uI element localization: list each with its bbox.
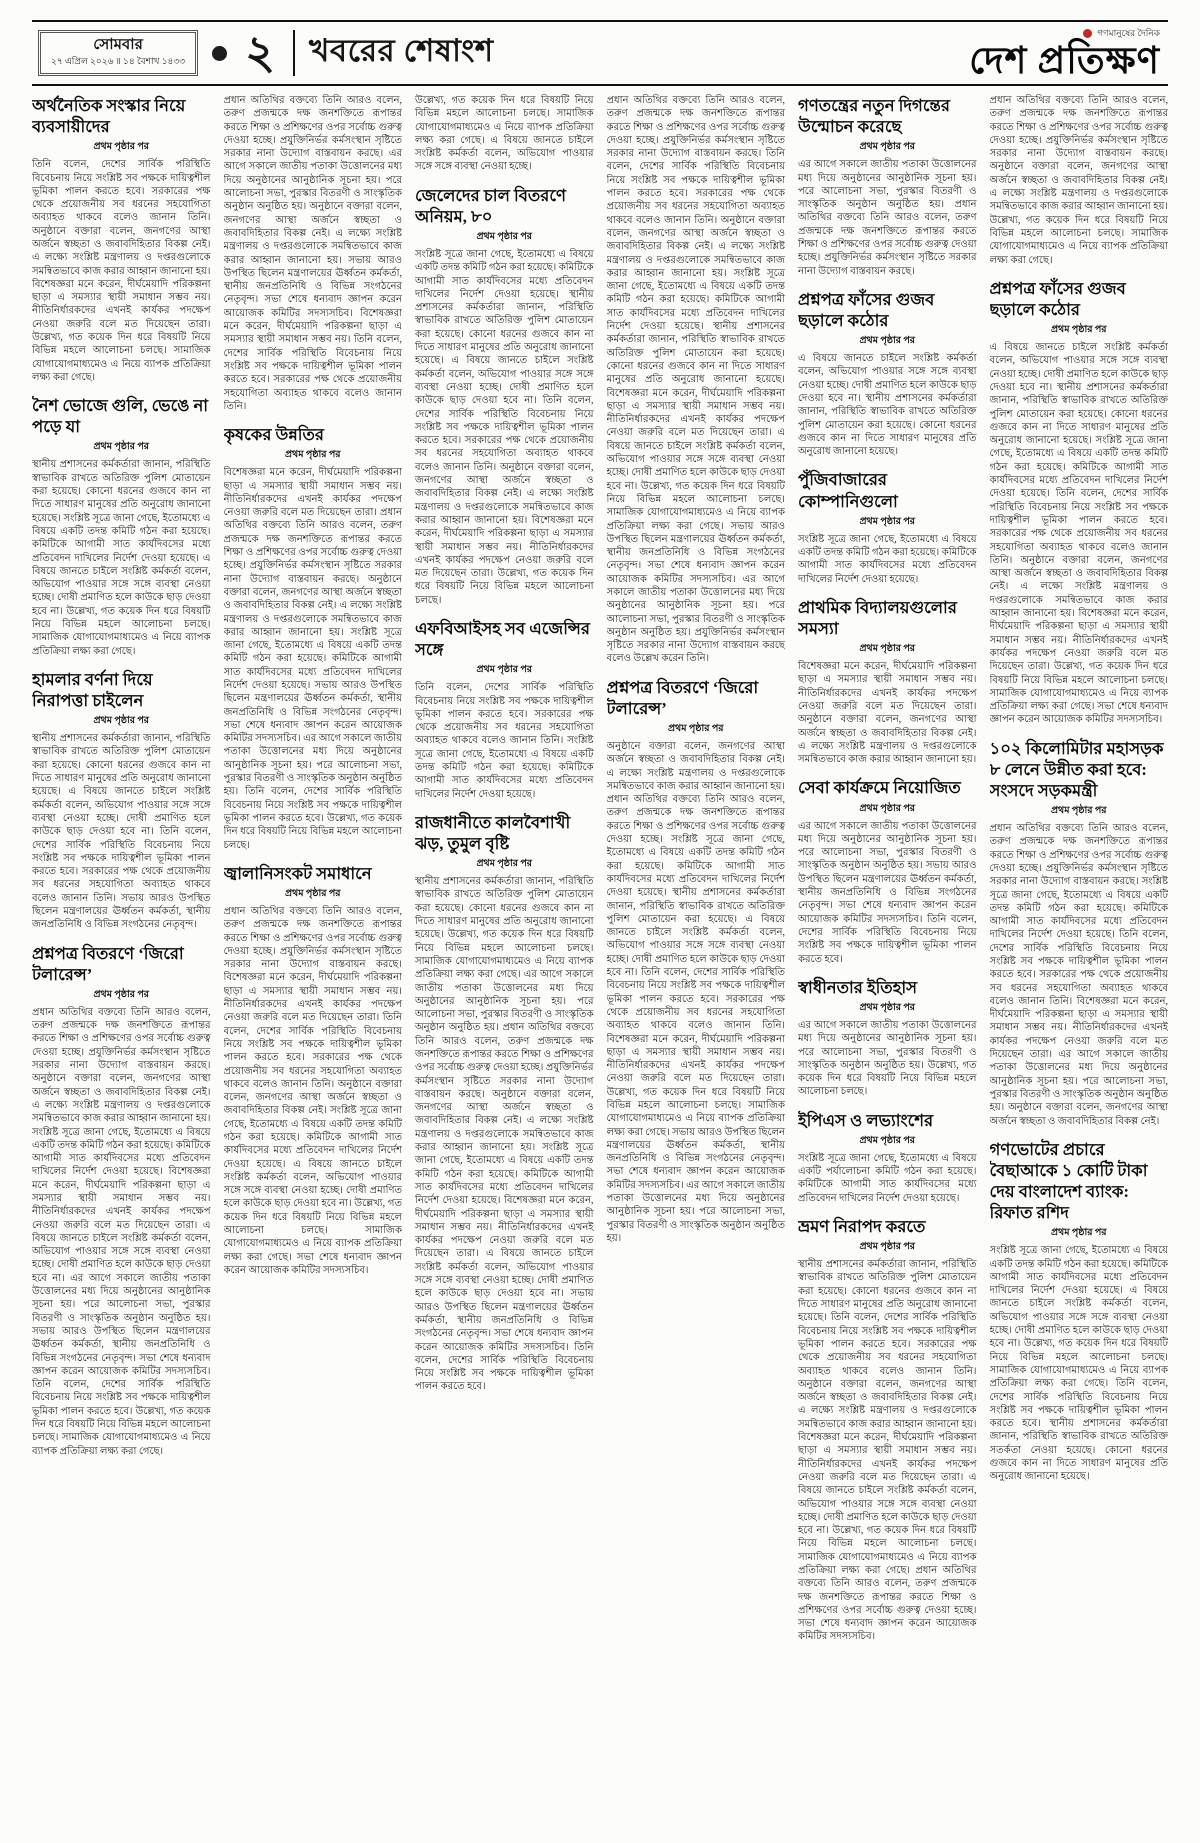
newspaper-masthead: দেশ প্রতিক্ষণ [969, 40, 1160, 82]
article-body: প্রধান অতিথির বক্তব্যে তিনি আরও বলেন, তরুণ প্রজন্মকে দক্ষ জনশক্তিতে রূপান্তর করতে শিক্ষা ও প্রশিক্ষণের ওপর সর্বোচ্চ গুরুত্ব দেওয়া হচ্ছে। প্রযুক্তিনির্ভর কর্মসংস্থান সৃষ্টিতে সরকার নানা উদ্যোগ বাস্তবায়ন করছে। এর আগে সকালে জাতীয় পতাকা উত্তোলনের মধ্য দিয়ে অনুষ্ঠানের আনুষ্ঠানিক সূচনা হয়। পরে আলোচনা সভা, পুরস্কার বিতরণী ও সাংস্কৃতিক অনুষ্ঠান অনুষ্ঠিত হয়। অনুষ্ঠানে বক্তারা বলেন, জনগণের আস্থা অর্জনে স্বচ্ছতা ও জবাবদিহিতার বিকল্প নেই। এ লক্ষ্যে সংশ্লিষ্ট মন্ত্রণালয় ও দপ্তরগুলোকে সমন্বিতভাবে কাজ করার আহ্বান জানানো হয়। সভায় আরও উপস্থিত ছিলেন মন্ত্রণালয়ের ঊর্ধ্বতন কর্মকর্তা, স্থানীয় জনপ্রতিনিধি ও বিভিন্ন সংগঠনের নেতৃবৃন্দ। সভা শেষে ধন্যবাদ জ্ঞাপন করেন আয়োজক কমিটির সদস্যসচিব। বিশেষজ্ঞরা মনে করেন, দীর্ঘমেয়াদি পরিকল্পনা ছাড়া এ সমস্যার স্থায়ী সমাধান সম্ভব নয়। তিনি বলেন, দেশের সার্বিক পরিস্থিতি বিবেচনায় নিয়ে সংশ্লিষ্ট সব পক্ষকে দায়িত্বশীল ভূমিকা পালন করতে হবে। সরকারের পক্ষ থেকে প্রয়োজনীয় সহযোগিতা অব্যাহত থাকবে বলেও জানান তিনি। [223, 95, 402, 412]
article-body: সংশ্লিষ্ট সূত্রে জানা গেছে, ইতোমধ্যে এ বিষয়ে একটি তদন্ত কমিটি গঠন করা হয়েছে। কমিটিকে আগামী সাত কার্যদিবসের মধ্যে প্রতিবেদন দাখিলের নির্দেশ দেওয়া হয়েছে। এ বিষয়ে জানতে চাইলে সংশ্লিষ্ট কর্মকর্তা বলেন, অভিযোগ পাওয়ার সঙ্গে সঙ্গে ব্যবস্থা নেওয়া হচ্ছে। দোষী প্রমাণিত হলে কাউকে ছাড় দেওয়া হবে না। উল্লেখ্য, গত কয়েক দিন ধরে বিষয়টি নিয়ে বিভিন্ন মহলে আলোচনা চলছে। সামাজিক যোগাযোগমাধ্যমেও এ নিয়ে ব্যাপক প্রতিক্রিয়া লক্ষ্য করা গেছে। তিনি বলেন, দেশের সার্বিক পরিস্থিতি বিবেচনায় নিয়ে সংশ্লিষ্ট সব পক্ষকে দায়িত্বশীল ভূমিকা পালন করতে হবে। স্থানীয় প্রশাসনের কর্মকর্তারা জানান, পরিস্থিতি স্বাভাবিক রাখতে অতিরিক্ত সতর্কতা নেওয়া হয়েছে। কোনো ধরনের গুজবে কান না দিতে সাধারণ মানুষের প্রতি অনুরোধ জানানো হয়েছে। [989, 1245, 1168, 1483]
article-headline: প্রশ্নপত্র ফাঁসের গুজব ছড়ালে কঠোর [798, 289, 935, 330]
continued-from-page-one-label: প্রথম পৃষ্ঠার পর [284, 450, 341, 461]
news-column-5 [798, 94, 977, 1821]
article-body: সংশ্লিষ্ট সূত্রে জানা গেছে, ইতোমধ্যে এ বিষয়ে একটি তদন্ত কমিটি গঠন করা হয়েছে। কমিটিকে আগামী সাত কার্যদিবসের মধ্যে প্রতিবেদন দাখিলের নির্দেশ দেওয়া হয়েছে। [798, 533, 977, 585]
news-column-1 [32, 94, 211, 1821]
page-number: ২ [245, 27, 276, 78]
continued-from-page-one-label: প্রথম পৃষ্ঠার পর [859, 644, 916, 655]
news-column-4 [607, 94, 786, 1821]
article-body: প্রধান অতিথির বক্তব্যে তিনি আরও বলেন, তরুণ প্রজন্মকে দক্ষ জনশক্তিতে রূপান্তর করতে শিক্ষা ও প্রশিক্ষণের ওপর সর্বোচ্চ গুরুত্ব দেওয়া হচ্ছে। প্রযুক্তিনির্ভর কর্মসংস্থান সৃষ্টিতে সরকার নানা উদ্যোগ বাস্তবায়ন করছে। সংশ্লিষ্ট সূত্রে জানা গেছে, ইতোমধ্যে এ বিষয়ে একটি তদন্ত কমিটি গঠন করা হয়েছে। কমিটিকে আগামী সাত কার্যদিবসের মধ্যে প্রতিবেদন দাখিলের নির্দেশ দেওয়া হয়েছে। তিনি বলেন, দেশের সার্বিক পরিস্থিতি বিবেচনায় নিয়ে সংশ্লিষ্ট সব পক্ষকে দায়িত্বশীল ভূমিকা পালন করতে হবে। সরকারের পক্ষ থেকে প্রয়োজনীয় সব ধরনের সহযোগিতা অব্যাহত থাকবে বলেও জানান তিনি। বিশেষজ্ঞরা মনে করেন, দীর্ঘমেয়াদি পরিকল্পনা ছাড়া এ সমস্যার স্থায়ী সমাধান সম্ভব নয়। নীতিনির্ধারকদের এখনই কার্যকর পদক্ষেপ নেওয়া জরুরি বলে মত দিয়েছেন তারা। এর আগে সকালে জাতীয় পতাকা উত্তোলনের মধ্য দিয়ে অনুষ্ঠানের আনুষ্ঠানিক সূচনা হয়। পরে আলোচনা সভা, পুরস্কার বিতরণী ও সাংস্কৃতিক অনুষ্ঠান অনুষ্ঠিত হয়। অনুষ্ঠানে বক্তারা বলেন, জনগণের আস্থা অর্জনে স্বচ্ছতা ও জবাবদিহিতার বিকল্প নেই। [989, 823, 1168, 1127]
article-body: প্রধান অতিথির বক্তব্যে তিনি আরও বলেন, তরুণ প্রজন্মকে দক্ষ জনশক্তিতে রূপান্তর করতে শিক্ষা ও প্রশিক্ষণের ওপর সর্বোচ্চ গুরুত্ব দেওয়া হচ্ছে। প্রযুক্তিনির্ভর কর্মসংস্থান সৃষ্টিতে সরকার নানা উদ্যোগ বাস্তবায়ন করছে। বিশেষজ্ঞরা মনে করেন, দীর্ঘমেয়াদি পরিকল্পনা ছাড়া এ সমস্যার স্থায়ী সমাধান সম্ভব নয়। নীতিনির্ধারকদের এখনই কার্যকর পদক্ষেপ নেওয়া জরুরি বলে মত দিয়েছেন তারা। তিনি বলেন, দেশের সার্বিক পরিস্থিতি বিবেচনায় নিয়ে সংশ্লিষ্ট সব পক্ষকে দায়িত্বশীল ভূমিকা পালন করতে হবে। সরকারের পক্ষ থেকে প্রয়োজনীয় সব ধরনের সহযোগিতা অব্যাহত থাকবে বলেও জানান তিনি। অনুষ্ঠানে বক্তারা বলেন, জনগণের আস্থা অর্জনে স্বচ্ছতা ও জবাবদিহিতার বিকল্প নেই। সংশ্লিষ্ট সূত্রে জানা গেছে, ইতোমধ্যে এ বিষয়ে একটি তদন্ত কমিটি গঠন করা হয়েছে। কমিটিকে আগামী সাত কার্যদিবসের মধ্যে প্রতিবেদন দাখিলের নির্দেশ দেওয়া হয়েছে। এ বিষয়ে জানতে চাইলে সংশ্লিষ্ট কর্মকর্তা বলেন, অভিযোগ পাওয়ার সঙ্গে সঙ্গে ব্যবস্থা নেওয়া হচ্ছে। দোষী প্রমাণিত হলে কাউকে ছাড় দেওয়া হবে না। উল্লেখ্য, গত কয়েক দিন ধরে বিষয়টি নিয়ে বিভিন্ন মহলে আলোচনা চলছে। সামাজিক যোগাযোগমাধ্যমেও এ নিয়ে ব্যাপক প্রতিক্রিয়া লক্ষ্য করা গেছে। সভা শেষে ধন্যবাদ জ্ঞাপন করেন আয়োজক কমিটির সদস্যসচিব। [223, 905, 402, 1276]
article-headline: পুঁজিবাজারের কোম্পানিগুলো [798, 470, 898, 511]
article-headline: রাজধানীতে কালবৈশাখী ঝড়, তুমুল বৃষ্টি [415, 812, 571, 854]
article-body: এ বিষয়ে জানতে চাইলে সংশ্লিষ্ট কর্মকর্তা বলেন, অভিযোগ পাওয়ার সঙ্গে সঙ্গে ব্যবস্থা নেওয়া হচ্ছে। দোষী প্রমাণিত হলে কাউকে ছাড় দেওয়া হবে না। স্থানীয় প্রশাসনের কর্মকর্তারা জানান, পরিস্থিতি স্বাভাবিক রাখতে অতিরিক্ত পুলিশ মোতায়েন করা হয়েছে। কোনো ধরনের গুজবে কান না দিতে সাধারণ মানুষের প্রতি অনুরোধ জানানো হয়েছে। [798, 353, 977, 458]
article-headline: ১০২ কিলোমিটার মহাসড়ক ৮ লেনে উন্নীত করা হবে: সংসদে সড়কমন্ত্রী [989, 738, 1164, 800]
article-body: এ বিষয়ে জানতে চাইলে সংশ্লিষ্ট কর্মকর্তা বলেন, অভিযোগ পাওয়ার সঙ্গে সঙ্গে ব্যবস্থা নেওয়া হচ্ছে। দোষী প্রমাণিত হলে কাউকে ছাড় দেওয়া হবে না। স্থানীয় প্রশাসনের কর্মকর্তারা জানান, পরিস্থিতি স্বাভাবিক রাখতে অতিরিক্ত পুলিশ মোতায়েন করা হয়েছে। কোনো ধরনের গুজবে কান না দিতে সাধারণ মানুষের প্রতি অনুরোধ জানানো হয়েছে। সংশ্লিষ্ট সূত্রে জানা গেছে, ইতোমধ্যে এ বিষয়ে একটি তদন্ত কমিটি গঠন করা হয়েছে। কমিটিকে আগামী সাত কার্যদিবসের মধ্যে প্রতিবেদন দাখিলের নির্দেশ দেওয়া হয়েছে। তিনি বলেন, দেশের সার্বিক পরিস্থিতি বিবেচনায় নিয়ে সংশ্লিষ্ট সব পক্ষকে দায়িত্বশীল ভূমিকা পালন করতে হবে। সরকারের পক্ষ থেকে প্রয়োজনীয় সব ধরনের সহযোগিতা অব্যাহত থাকবে বলেও জানান তিনি। অনুষ্ঠানে বক্তারা বলেন, জনগণের আস্থা অর্জনে স্বচ্ছতা ও জবাবদিহিতার বিকল্প নেই। এ লক্ষ্যে সংশ্লিষ্ট মন্ত্রণালয় ও দপ্তরগুলোকে সমন্বিতভাবে কাজ করার আহ্বান জানানো হয়। বিশেষজ্ঞরা মনে করেন, দীর্ঘমেয়াদি পরিকল্পনা ছাড়া এ সমস্যার স্থায়ী সমাধান সম্ভব নয়। নীতিনির্ধারকদের এখনই কার্যকর পদক্ষেপ নেওয়া জরুরি বলে মত দিয়েছেন তারা। উল্লেখ্য, গত কয়েক দিন ধরে বিষয়টি নিয়ে বিভিন্ন মহলে আলোচনা চলছে। সামাজিক যোগাযোগমাধ্যমেও এ নিয়ে ব্যাপক প্রতিক্রিয়া লক্ষ্য করা গেছে। সভা শেষে ধন্যবাদ জ্ঞাপন করেন আয়োজক কমিটির সদস্যসচিব। [989, 342, 1168, 726]
article-body: প্রধান অতিথির বক্তব্যে তিনি আরও বলেন, তরুণ প্রজন্মকে দক্ষ জনশক্তিতে রূপান্তর করতে শিক্ষা ও প্রশিক্ষণের ওপর সর্বোচ্চ গুরুত্ব দেওয়া হচ্ছে। প্রযুক্তিনির্ভর কর্মসংস্থান সৃষ্টিতে সরকার নানা উদ্যোগ বাস্তবায়ন করছে। অনুষ্ঠানে বক্তারা বলেন, জনগণের আস্থা অর্জনে স্বচ্ছতা ও জবাবদিহিতার বিকল্প নেই। এ লক্ষ্যে সংশ্লিষ্ট মন্ত্রণালয় ও দপ্তরগুলোকে সমন্বিতভাবে কাজ করার আহ্বান জানানো হয়। উল্লেখ্য, গত কয়েক দিন ধরে বিষয়টি নিয়ে বিভিন্ন মহলে আলোচনা চলছে। সামাজিক যোগাযোগমাধ্যমেও এ নিয়ে ব্যাপক প্রতিক্রিয়া লক্ষ্য করা গেছে। [989, 95, 1168, 266]
continued-from-page-one-label: প্রথম পৃষ্ঠার পর [93, 442, 150, 453]
article-headline: সেবা কার্যক্রমে নিয়োজিত [798, 778, 961, 798]
article-headline: স্বাধীনতার ইতিহাস [798, 977, 918, 997]
article-body: স্থানীয় প্রশাসনের কর্মকর্তারা জানান, পরিস্থিতি স্বাভাবিক রাখতে অতিরিক্ত পুলিশ মোতায়েন করা হয়েছে। কোনো ধরনের গুজবে কান না দিতে সাধারণ মানুষের প্রতি অনুরোধ জানানো হয়েছে। উল্লেখ্য, গত কয়েক দিন ধরে বিষয়টি নিয়ে বিভিন্ন মহলে আলোচনা চলছে। সামাজিক যোগাযোগমাধ্যমেও এ নিয়ে ব্যাপক প্রতিক্রিয়া লক্ষ্য করা গেছে। এর আগে সকালে জাতীয় পতাকা উত্তোলনের মধ্য দিয়ে অনুষ্ঠানের আনুষ্ঠানিক সূচনা হয়। পরে আলোচনা সভা, পুরস্কার বিতরণী ও সাংস্কৃতিক অনুষ্ঠান অনুষ্ঠিত হয়। প্রধান অতিথির বক্তব্যে তিনি আরও বলেন, তরুণ প্রজন্মকে দক্ষ জনশক্তিতে রূপান্তর করতে শিক্ষা ও প্রশিক্ষণের ওপর সর্বোচ্চ গুরুত্ব দেওয়া হচ্ছে। প্রযুক্তিনির্ভর কর্মসংস্থান সৃষ্টিতে সরকার নানা উদ্যোগ বাস্তবায়ন করছে। অনুষ্ঠানে বক্তারা বলেন, জনগণের আস্থা অর্জনে স্বচ্ছতা ও জবাবদিহিতার বিকল্প নেই। এ লক্ষ্যে সংশ্লিষ্ট মন্ত্রণালয় ও দপ্তরগুলোকে সমন্বিতভাবে কাজ করার আহ্বান জানানো হয়। সংশ্লিষ্ট সূত্রে জানা গেছে, ইতোমধ্যে এ বিষয়ে একটি তদন্ত কমিটি গঠন করা হয়েছে। কমিটিকে আগামী সাত কার্যদিবসের মধ্যে প্রতিবেদন দাখিলের নির্দেশ দেওয়া হয়েছে। বিশেষজ্ঞরা মনে করেন, দীর্ঘমেয়াদি পরিকল্পনা ছাড়া এ সমস্যার স্থায়ী সমাধান সম্ভব নয়। নীতিনির্ধারকদের এখনই কার্যকর পদক্ষেপ নেওয়া জরুরি বলে মত দিয়েছেন তারা। এ বিষয়ে জানতে চাইলে সংশ্লিষ্ট কর্মকর্তা বলেন, অভিযোগ পাওয়ার সঙ্গে সঙ্গে ব্যবস্থা নেওয়া হচ্ছে। দোষী প্রমাণিত হলে কাউকে ছাড় দেওয়া হবে না। সভায় আরও উপস্থিত ছিলেন মন্ত্রণালয়ের ঊর্ধ্বতন কর্মকর্তা, স্থানীয় জনপ্রতিনিধি ও বিভিন্ন সংগঠনের নেতৃবৃন্দ। সভা শেষে ধন্যবাদ জ্ঞাপন করেন আয়োজক কমিটির সদস্যসচিব। তিনি বলেন, দেশের সার্বিক পরিস্থিতি বিবেচনায় নিয়ে সংশ্লিষ্ট সব পক্ষকে দায়িত্বশীল ভূমিকা পালন করতে হবে। [415, 876, 594, 1393]
article-body: তিনি বলেন, দেশের সার্বিক পরিস্থিতি বিবেচনায় নিয়ে সংশ্লিষ্ট সব পক্ষকে দায়িত্বশীল ভূমিকা পালন করতে হবে। সরকারের পক্ষ থেকে প্রয়োজনীয় সব ধরনের সহযোগিতা অব্যাহত থাকবে বলেও জানান তিনি। অনুষ্ঠানে বক্তারা বলেন, জনগণের আস্থা অর্জনে স্বচ্ছতা ও জবাবদিহিতার বিকল্প নেই। এ লক্ষ্যে সংশ্লিষ্ট মন্ত্রণালয় ও দপ্তরগুলোকে সমন্বিতভাবে কাজ করার আহ্বান জানানো হয়। বিশেষজ্ঞরা মনে করেন, দীর্ঘমেয়াদি পরিকল্পনা ছাড়া এ সমস্যার স্থায়ী সমাধান সম্ভব নয়। নীতিনির্ধারকদের এখনই কার্যকর পদক্ষেপ নেওয়া জরুরি বলে মত দিয়েছেন তারা। উল্লেখ্য, গত কয়েক দিন ধরে বিষয়টি নিয়ে বিভিন্ন মহলে আলোচনা চলছে। সামাজিক যোগাযোগমাধ্যমেও এ নিয়ে ব্যাপক প্রতিক্রিয়া লক্ষ্য করা গেছে। [32, 159, 211, 383]
news-column-2 [224, 94, 403, 1821]
continued-from-page-one-label: প্রথম পৃষ্ঠার পর [93, 989, 150, 1000]
masthead-block [969, 26, 1162, 81]
ornament-icon [212, 46, 227, 61]
continued-from-page-one-label: প্রথম পৃষ্ঠার পর [1050, 1228, 1107, 1239]
date-box [38, 30, 198, 76]
article-body: প্রধান অতিথির বক্তব্যে তিনি আরও বলেন, তরুণ প্রজন্মকে দক্ষ জনশক্তিতে রূপান্তর করতে শিক্ষা ও প্রশিক্ষণের ওপর সর্বোচ্চ গুরুত্ব দেওয়া হচ্ছে। প্রযুক্তিনির্ভর কর্মসংস্থান সৃষ্টিতে সরকার নানা উদ্যোগ বাস্তবায়ন করছে। অনুষ্ঠানে বক্তারা বলেন, জনগণের আস্থা অর্জনে স্বচ্ছতা ও জবাবদিহিতার বিকল্প নেই। এ লক্ষ্যে সংশ্লিষ্ট মন্ত্রণালয় ও দপ্তরগুলোকে সমন্বিতভাবে কাজ করার আহ্বান জানানো হয়। সংশ্লিষ্ট সূত্রে জানা গেছে, ইতোমধ্যে এ বিষয়ে একটি তদন্ত কমিটি গঠন করা হয়েছে। কমিটিকে আগামী সাত কার্যদিবসের মধ্যে প্রতিবেদন দাখিলের নির্দেশ দেওয়া হয়েছে। বিশেষজ্ঞরা মনে করেন, দীর্ঘমেয়াদি পরিকল্পনা ছাড়া এ সমস্যার স্থায়ী সমাধান সম্ভব নয়। নীতিনির্ধারকদের এখনই কার্যকর পদক্ষেপ নেওয়া জরুরি বলে মত দিয়েছেন তারা। এ বিষয়ে জানতে চাইলে সংশ্লিষ্ট কর্মকর্তা বলেন, অভিযোগ পাওয়ার সঙ্গে সঙ্গে ব্যবস্থা নেওয়া হচ্ছে। দোষী প্রমাণিত হলে কাউকে ছাড় দেওয়া হবে না। এর আগে সকালে জাতীয় পতাকা উত্তোলনের মধ্য দিয়ে অনুষ্ঠানের আনুষ্ঠানিক সূচনা হয়। পরে আলোচনা সভা, পুরস্কার বিতরণী ও সাংস্কৃতিক অনুষ্ঠান অনুষ্ঠিত হয়। সভায় আরও উপস্থিত ছিলেন মন্ত্রণালয়ের ঊর্ধ্বতন কর্মকর্তা, স্থানীয় জনপ্রতিনিধি ও বিভিন্ন সংগঠনের নেতৃবৃন্দ। সভা শেষে ধন্যবাদ জ্ঞাপন করেন আয়োজক কমিটির সদস্যসচিব। তিনি বলেন, দেশের সার্বিক পরিস্থিতি বিবেচনায় নিয়ে সংশ্লিষ্ট সব পক্ষকে দায়িত্বশীল ভূমিকা পালন করতে হবে। উল্লেখ্য, গত কয়েক দিন ধরে বিষয়টি নিয়ে বিভিন্ন মহলে আলোচনা চলছে। সামাজিক যোগাযোগমাধ্যমেও এ নিয়ে ব্যাপক প্রতিক্রিয়া লক্ষ্য করা গেছে। [32, 1006, 211, 1457]
continued-from-page-one-label: প্রথম পৃষ্ঠার পর [476, 665, 533, 676]
continued-from-page-one-label: প্রথম পৃষ্ঠার পর [93, 716, 150, 727]
article-headline: গণভোটের প্রচারে বৈছাআকে ১ কোটি টাকা দেয় বাংলাদেশ ব্যাংক: রিফাত রশিদ [989, 1139, 1148, 1223]
news-column-6 [990, 94, 1169, 1821]
masthead-tagline-text: গণমানুষের দৈনিক [1097, 27, 1160, 38]
masthead-emblem-icon [1083, 29, 1092, 38]
article-headline: কৃষকের উন্নতির [223, 425, 324, 445]
continued-from-page-one-label: প্রথম পৃষ্ঠার পর [859, 803, 916, 814]
article-body: বিশেষজ্ঞরা মনে করেন, দীর্ঘমেয়াদি পরিকল্পনা ছাড়া এ সমস্যার স্থায়ী সমাধান সম্ভব নয়। নীতিনির্ধারকদের এখনই কার্যকর পদক্ষেপ নেওয়া জরুরি বলে মত দিয়েছেন তারা। অনুষ্ঠানে বক্তারা বলেন, জনগণের আস্থা অর্জনে স্বচ্ছতা ও জবাবদিহিতার বিকল্প নেই। এ লক্ষ্যে সংশ্লিষ্ট মন্ত্রণালয় ও দপ্তরগুলোকে সমন্বিতভাবে কাজ করার আহ্বান জানানো হয়। [798, 661, 977, 766]
masthead-tagline [969, 26, 1160, 41]
article-body: স্থানীয় প্রশাসনের কর্মকর্তারা জানান, পরিস্থিতি স্বাভাবিক রাখতে অতিরিক্ত পুলিশ মোতায়েন করা হয়েছে। কোনো ধরনের গুজবে কান না দিতে সাধারণ মানুষের প্রতি অনুরোধ জানানো হয়েছে। সংশ্লিষ্ট সূত্রে জানা গেছে, ইতোমধ্যে এ বিষয়ে একটি তদন্ত কমিটি গঠন করা হয়েছে। কমিটিকে আগামী সাত কার্যদিবসের মধ্যে প্রতিবেদন দাখিলের নির্দেশ দেওয়া হয়েছে। এ বিষয়ে জানতে চাইলে সংশ্লিষ্ট কর্মকর্তা বলেন, অভিযোগ পাওয়ার সঙ্গে সঙ্গে ব্যবস্থা নেওয়া হচ্ছে। দোষী প্রমাণিত হলে কাউকে ছাড় দেওয়া হবে না। উল্লেখ্য, গত কয়েক দিন ধরে বিষয়টি নিয়ে বিভিন্ন মহলে আলোচনা চলছে। সামাজিক যোগাযোগমাধ্যমেও এ নিয়ে ব্যাপক প্রতিক্রিয়া লক্ষ্য করা গেছে। [32, 459, 211, 657]
article-headline: ভ্রমণ নিরাপদ করতে [798, 1217, 926, 1237]
news-columns [32, 94, 1168, 1821]
continued-from-page-one-label: প্রথম পৃষ্ঠার পর [667, 723, 724, 734]
weekday-label: সোমবার [93, 37, 143, 53]
article-body: এর আগে সকালে জাতীয় পতাকা উত্তোলনের মধ্য দিয়ে অনুষ্ঠানের আনুষ্ঠানিক সূচনা হয়। পরে আলোচনা সভা, পুরস্কার বিতরণী ও সাংস্কৃতিক অনুষ্ঠান অনুষ্ঠিত হয়। প্রধান অতিথির বক্তব্যে তিনি আরও বলেন, তরুণ প্রজন্মকে দক্ষ জনশক্তিতে রূপান্তর করতে শিক্ষা ও প্রশিক্ষণের ওপর সর্বোচ্চ গুরুত্ব দেওয়া হচ্ছে। প্রযুক্তিনির্ভর কর্মসংস্থান সৃষ্টিতে সরকার নানা উদ্যোগ বাস্তবায়ন করছে। [798, 159, 977, 277]
header-divider [293, 30, 295, 76]
article-body: সংশ্লিষ্ট সূত্রে জানা গেছে, ইতোমধ্যে এ বিষয়ে একটি তদন্ত কমিটি গঠন করা হয়েছে। কমিটিকে আগামী সাত কার্যদিবসের মধ্যে প্রতিবেদন দাখিলের নির্দেশ দেওয়া হয়েছে। স্থানীয় প্রশাসনের কর্মকর্তারা জানান, পরিস্থিতি স্বাভাবিক রাখতে অতিরিক্ত পুলিশ মোতায়েন করা হয়েছে। কোনো ধরনের গুজবে কান না দিতে সাধারণ মানুষের প্রতি অনুরোধ জানানো হয়েছে। এ বিষয়ে জানতে চাইলে সংশ্লিষ্ট কর্মকর্তা বলেন, অভিযোগ পাওয়ার সঙ্গে সঙ্গে ব্যবস্থা নেওয়া হচ্ছে। দোষী প্রমাণিত হলে কাউকে ছাড় দেওয়া হবে না। তিনি বলেন, দেশের সার্বিক পরিস্থিতি বিবেচনায় নিয়ে সংশ্লিষ্ট সব পক্ষকে দায়িত্বশীল ভূমিকা পালন করতে হবে। সরকারের পক্ষ থেকে প্রয়োজনীয় সব ধরনের সহযোগিতা অব্যাহত থাকবে বলেও জানান তিনি। অনুষ্ঠানে বক্তারা বলেন, জনগণের আস্থা অর্জনে স্বচ্ছতা ও জবাবদিহিতার বিকল্প নেই। এ লক্ষ্যে সংশ্লিষ্ট মন্ত্রণালয় ও দপ্তরগুলোকে সমন্বিতভাবে কাজ করার আহ্বান জানানো হয়। বিশেষজ্ঞরা মনে করেন, দীর্ঘমেয়াদি পরিকল্পনা ছাড়া এ সমস্যার স্থায়ী সমাধান সম্ভব নয়। নীতিনির্ধারকদের এখনই কার্যকর পদক্ষেপ নেওয়া জরুরি বলে মত দিয়েছেন তারা। উল্লেখ্য, গত কয়েক দিন ধরে বিষয়টি নিয়ে বিভিন্ন মহলে আলোচনা চলছে। [415, 249, 594, 606]
article-body: অনুষ্ঠানে বক্তারা বলেন, জনগণের আস্থা অর্জনে স্বচ্ছতা ও জবাবদিহিতার বিকল্প নেই। এ লক্ষ্যে সংশ্লিষ্ট মন্ত্রণালয় ও দপ্তরগুলোকে সমন্বিতভাবে কাজ করার আহ্বান জানানো হয়। প্রধান অতিথির বক্তব্যে তিনি আরও বলেন, তরুণ প্রজন্মকে দক্ষ জনশক্তিতে রূপান্তর করতে শিক্ষা ও প্রশিক্ষণের ওপর সর্বোচ্চ গুরুত্ব দেওয়া হচ্ছে। সংশ্লিষ্ট সূত্রে জানা গেছে, ইতোমধ্যে এ বিষয়ে একটি তদন্ত কমিটি গঠন করা হয়েছে। কমিটিকে আগামী সাত কার্যদিবসের মধ্যে প্রতিবেদন দাখিলের নির্দেশ দেওয়া হয়েছে। স্থানীয় প্রশাসনের কর্মকর্তারা জানান, পরিস্থিতি স্বাভাবিক রাখতে অতিরিক্ত পুলিশ মোতায়েন করা হয়েছে। এ বিষয়ে জানতে চাইলে সংশ্লিষ্ট কর্মকর্তা বলেন, অভিযোগ পাওয়ার সঙ্গে সঙ্গে ব্যবস্থা নেওয়া হচ্ছে। দোষী প্রমাণিত হলে কাউকে ছাড় দেওয়া হবে না। তিনি বলেন, দেশের সার্বিক পরিস্থিতি বিবেচনায় নিয়ে সংশ্লিষ্ট সব পক্ষকে দায়িত্বশীল ভূমিকা পালন করতে হবে। সরকারের পক্ষ থেকে প্রয়োজনীয় সব ধরনের সহযোগিতা অব্যাহত থাকবে বলেও জানান তিনি। বিশেষজ্ঞরা মনে করেন, দীর্ঘমেয়াদি পরিকল্পনা ছাড়া এ সমস্যার স্থায়ী সমাধান সম্ভব নয়। নীতিনির্ধারকদের এখনই কার্যকর পদক্ষেপ নেওয়া জরুরি বলে মত দিয়েছেন তারা। উল্লেখ্য, গত কয়েক দিন ধরে বিষয়টি নিয়ে বিভিন্ন মহলে আলোচনা চলছে। সামাজিক যোগাযোগমাধ্যমেও এ নিয়ে ব্যাপক প্রতিক্রিয়া লক্ষ্য করা গেছে। সভায় আরও উপস্থিত ছিলেন মন্ত্রণালয়ের ঊর্ধ্বতন কর্মকর্তা, স্থানীয় জনপ্রতিনিধি ও বিভিন্ন সংগঠনের নেতৃবৃন্দ। সভা শেষে ধন্যবাদ জ্ঞাপন করেন আয়োজক কমিটির সদস্যসচিব। এর আগে সকালে জাতীয় পতাকা উত্তোলনের মধ্য দিয়ে অনুষ্ঠানের আনুষ্ঠানিক সূচনা হয়। পরে আলোচনা সভা, পুরস্কার বিতরণী ও সাংস্কৃতিক অনুষ্ঠান অনুষ্ঠিত হয়। [606, 740, 785, 1244]
article-body: এর আগে সকালে জাতীয় পতাকা উত্তোলনের মধ্য দিয়ে অনুষ্ঠানের আনুষ্ঠানিক সূচনা হয়। পরে আলোচনা সভা, পুরস্কার বিতরণী ও সাংস্কৃতিক অনুষ্ঠান অনুষ্ঠিত হয়। উল্লেখ্য, গত কয়েক দিন ধরে বিষয়টি নিয়ে বিভিন্ন মহলে আলোচনা চলছে। [798, 1019, 977, 1098]
article-headline: গণতন্ত্রের নতুন দিগন্তের উন্মোচন করেছে [798, 96, 950, 137]
article-body: এর আগে সকালে জাতীয় পতাকা উত্তোলনের মধ্য দিয়ে অনুষ্ঠানের আনুষ্ঠানিক সূচনা হয়। পরে আলোচনা সভা, পুরস্কার বিতরণী ও সাংস্কৃতিক অনুষ্ঠান অনুষ্ঠিত হয়। সভায় আরও উপস্থিত ছিলেন মন্ত্রণালয়ের ঊর্ধ্বতন কর্মকর্তা, স্থানীয় জনপ্রতিনিধি ও বিভিন্ন সংগঠনের নেতৃবৃন্দ। সভা শেষে ধন্যবাদ জ্ঞাপন করেন আয়োজক কমিটির সদস্যসচিব। তিনি বলেন, দেশের সার্বিক পরিস্থিতি বিবেচনায় নিয়ে সংশ্লিষ্ট সব পক্ষকে দায়িত্বশীল ভূমিকা পালন করতে হবে। [798, 820, 977, 965]
continued-from-page-one-label: প্রথম পৃষ্ঠার পর [476, 859, 533, 870]
article-headline: ইপিএস ও লভ্যাংশের [798, 1110, 934, 1130]
article-headline: নৈশ ভোজে গুলি, ভেঙে না পড়ে যা [32, 396, 209, 437]
continued-from-page-one-label: প্রথম পৃষ্ঠার পর [859, 336, 916, 347]
article-headline: অর্থনৈতিক সংস্কার নিয়ে ব্যবসায়ীদের [32, 96, 186, 137]
continued-from-page-one-label: প্রথম পৃষ্ঠার পর [93, 142, 150, 153]
article-body: স্থানীয় প্রশাসনের কর্মকর্তারা জানান, পরিস্থিতি স্বাভাবিক রাখতে অতিরিক্ত পুলিশ মোতায়েন করা হয়েছে। কোনো ধরনের গুজবে কান না দিতে সাধারণ মানুষের প্রতি অনুরোধ জানানো হয়েছে। তিনি বলেন, দেশের সার্বিক পরিস্থিতি বিবেচনায় নিয়ে সংশ্লিষ্ট সব পক্ষকে দায়িত্বশীল ভূমিকা পালন করতে হবে। সরকারের পক্ষ থেকে প্রয়োজনীয় সব ধরনের সহযোগিতা অব্যাহত থাকবে বলেও জানান তিনি। অনুষ্ঠানে বক্তারা বলেন, জনগণের আস্থা অর্জনে স্বচ্ছতা ও জবাবদিহিতার বিকল্প নেই। এ লক্ষ্যে সংশ্লিষ্ট মন্ত্রণালয় ও দপ্তরগুলোকে সমন্বিতভাবে কাজ করার আহ্বান জানানো হয়। বিশেষজ্ঞরা মনে করেন, দীর্ঘমেয়াদি পরিকল্পনা ছাড়া এ সমস্যার স্থায়ী সমাধান সম্ভব নয়। নীতিনির্ধারকদের এখনই কার্যকর পদক্ষেপ নেওয়া জরুরি বলে মত দিয়েছেন তারা। এ বিষয়ে জানতে চাইলে সংশ্লিষ্ট কর্মকর্তা বলেন, অভিযোগ পাওয়ার সঙ্গে সঙ্গে ব্যবস্থা নেওয়া হচ্ছে। দোষী প্রমাণিত হলে কাউকে ছাড় দেওয়া হবে না। উল্লেখ্য, গত কয়েক দিন ধরে বিষয়টি নিয়ে বিভিন্ন মহলে আলোচনা চলছে। সামাজিক যোগাযোগমাধ্যমেও এ নিয়ে ব্যাপক প্রতিক্রিয়া লক্ষ্য করা গেছে। প্রধান অতিথির বক্তব্যে তিনি আরও বলেন, তরুণ প্রজন্মকে দক্ষ জনশক্তিতে রূপান্তর করতে শিক্ষা ও প্রশিক্ষণের ওপর সর্বোচ্চ গুরুত্ব দেওয়া হচ্ছে। সভা শেষে ধন্যবাদ জ্ঞাপন করেন আয়োজক কমিটির সদস্যসচিব। [798, 1259, 977, 1643]
article-headline: প্রশ্নপত্র ফাঁসের গুজব ছড়ালে কঠোর [989, 278, 1126, 319]
continued-from-page-one-label: প্রথম পৃষ্ঠার পর [859, 1002, 916, 1013]
article-headline: এফবিআইসহ সব এজেন্সির সঙ্গে [415, 619, 590, 660]
continued-from-page-one-label: প্রথম পৃষ্ঠার পর [859, 516, 916, 527]
continued-from-page-one-label: প্রথম পৃষ্ঠার পর [1050, 325, 1107, 336]
continued-from-page-one-label: প্রথম পৃষ্ঠার পর [859, 142, 916, 153]
continued-from-page-one-label: প্রথম পৃষ্ঠার পর [284, 888, 341, 899]
article-body: তিনি বলেন, দেশের সার্বিক পরিস্থিতি বিবেচনায় নিয়ে সংশ্লিষ্ট সব পক্ষকে দায়িত্বশীল ভূমিকা পালন করতে হবে। সরকারের পক্ষ থেকে প্রয়োজনীয় সব ধরনের সহযোগিতা অব্যাহত থাকবে বলেও জানান তিনি। সংশ্লিষ্ট সূত্রে জানা গেছে, ইতোমধ্যে এ বিষয়ে একটি তদন্ত কমিটি গঠন করা হয়েছে। কমিটিকে আগামী সাত কার্যদিবসের মধ্যে প্রতিবেদন দাখিলের নির্দেশ দেওয়া হয়েছে। [415, 682, 594, 800]
article-body: স্থানীয় প্রশাসনের কর্মকর্তারা জানান, পরিস্থিতি স্বাভাবিক রাখতে অতিরিক্ত পুলিশ মোতায়েন করা হয়েছে। কোনো ধরনের গুজবে কান না দিতে সাধারণ মানুষের প্রতি অনুরোধ জানানো হয়েছে। এ বিষয়ে জানতে চাইলে সংশ্লিষ্ট কর্মকর্তা বলেন, অভিযোগ পাওয়ার সঙ্গে সঙ্গে ব্যবস্থা নেওয়া হচ্ছে। দোষী প্রমাণিত হলে কাউকে ছাড় দেওয়া হবে না। তিনি বলেন, দেশের সার্বিক পরিস্থিতি বিবেচনায় নিয়ে সংশ্লিষ্ট সব পক্ষকে দায়িত্বশীল ভূমিকা পালন করতে হবে। সরকারের পক্ষ থেকে প্রয়োজনীয় সব ধরনের সহযোগিতা অব্যাহত থাকবে বলেও জানান তিনি। সভায় আরও উপস্থিত ছিলেন মন্ত্রণালয়ের ঊর্ধ্বতন কর্মকর্তা, স্থানীয় জনপ্রতিনিধি ও বিভিন্ন সংগঠনের নেতৃবৃন্দ। [32, 733, 211, 931]
continued-from-page-one-label: প্রথম পৃষ্ঠার পর [859, 1135, 916, 1146]
article-body: প্রধান অতিথির বক্তব্যে তিনি আরও বলেন, তরুণ প্রজন্মকে দক্ষ জনশক্তিতে রূপান্তর করতে শিক্ষা ও প্রশিক্ষণের ওপর সর্বোচ্চ গুরুত্ব দেওয়া হচ্ছে। প্রযুক্তিনির্ভর কর্মসংস্থান সৃষ্টিতে সরকার নানা উদ্যোগ বাস্তবায়ন করছে। তিনি বলেন, দেশের সার্বিক পরিস্থিতি বিবেচনায় নিয়ে সংশ্লিষ্ট সব পক্ষকে দায়িত্বশীল ভূমিকা পালন করতে হবে। সরকারের পক্ষ থেকে প্রয়োজনীয় সব ধরনের সহযোগিতা অব্যাহত থাকবে বলেও জানান তিনি। অনুষ্ঠানে বক্তারা বলেন, জনগণের আস্থা অর্জনে স্বচ্ছতা ও জবাবদিহিতার বিকল্প নেই। এ লক্ষ্যে সংশ্লিষ্ট মন্ত্রণালয় ও দপ্তরগুলোকে সমন্বিতভাবে কাজ করার আহ্বান জানানো হয়। সংশ্লিষ্ট সূত্রে জানা গেছে, ইতোমধ্যে এ বিষয়ে একটি তদন্ত কমিটি গঠন করা হয়েছে। কমিটিকে আগামী সাত কার্যদিবসের মধ্যে প্রতিবেদন দাখিলের নির্দেশ দেওয়া হয়েছে। স্থানীয় প্রশাসনের কর্মকর্তারা জানান, পরিস্থিতি স্বাভাবিক রাখতে অতিরিক্ত পুলিশ মোতায়েন করা হয়েছে। কোনো ধরনের গুজবে কান না দিতে সাধারণ মানুষের প্রতি অনুরোধ জানানো হয়েছে। বিশেষজ্ঞরা মনে করেন, দীর্ঘমেয়াদি পরিকল্পনা ছাড়া এ সমস্যার স্থায়ী সমাধান সম্ভব নয়। নীতিনির্ধারকদের এখনই কার্যকর পদক্ষেপ নেওয়া জরুরি বলে মত দিয়েছেন তারা। এ বিষয়ে জানতে চাইলে সংশ্লিষ্ট কর্মকর্তা বলেন, অভিযোগ পাওয়ার সঙ্গে সঙ্গে ব্যবস্থা নেওয়া হচ্ছে। দোষী প্রমাণিত হলে কাউকে ছাড় দেওয়া হবে না। উল্লেখ্য, গত কয়েক দিন ধরে বিষয়টি নিয়ে বিভিন্ন মহলে আলোচনা চলছে। সামাজিক যোগাযোগমাধ্যমেও এ নিয়ে ব্যাপক প্রতিক্রিয়া লক্ষ্য করা গেছে। সভায় আরও উপস্থিত ছিলেন মন্ত্রণালয়ের ঊর্ধ্বতন কর্মকর্তা, স্থানীয় জনপ্রতিনিধি ও বিভিন্ন সংগঠনের নেতৃবৃন্দ। সভা শেষে ধন্যবাদ জ্ঞাপন করেন আয়োজক কমিটির সদস্যসচিব। এর আগে সকালে জাতীয় পতাকা উত্তোলনের মধ্য দিয়ে অনুষ্ঠানের আনুষ্ঠানিক সূচনা হয়। পরে আলোচনা সভা, পুরস্কার বিতরণী ও সাংস্কৃতিক অনুষ্ঠান অনুষ্ঠিত হয়। প্রযুক্তিনির্ভর কর্মসংস্থান সৃষ্টিতে সরকার নানা উদ্যোগ বাস্তবায়ন করছে বলেও উল্লেখ করেন তিনি। [606, 95, 785, 665]
continued-from-page-one-label: প্রথম পৃষ্ঠার পর [1050, 806, 1107, 817]
article-headline: প্রশ্নপত্র বিতরণে ‘জিরো টলারেন্স’ [606, 677, 759, 718]
article-headline: প্রশ্নপত্র বিতরণে ‘জিরো টলারেন্স’ [32, 943, 184, 984]
continued-from-page-one-label: প্রথম পৃষ্ঠার পর [476, 232, 533, 242]
article-body: সংশ্লিষ্ট সূত্রে জানা গেছে, ইতোমধ্যে এ বিষয়ে একটি পর্যালোচনা কমিটি গঠন করা হয়েছে। কমিটিকে আগামী সাত কার্যদিবসের মধ্যে প্রতিবেদন দাখিলের নির্দেশ দেওয়া হয়েছে। [798, 1152, 977, 1204]
page-header [32, 20, 1168, 86]
date-label: ২৭ এপ্রিল ২০২৬ ॥ ১৪ বৈশাখ ১৪৩৩ [51, 56, 186, 66]
article-body: উল্লেখ্য, গত কয়েক দিন ধরে বিষয়টি নিয়ে বিভিন্ন মহলে আলোচনা চলছে। সামাজিক যোগাযোগমাধ্যমেও এ নিয়ে ব্যাপক প্রতিক্রিয়া লক্ষ্য করা গেছে। এ বিষয়ে জানতে চাইলে সংশ্লিষ্ট কর্মকর্তা বলেন, অভিযোগ পাওয়ার সঙ্গে সঙ্গে ব্যবস্থা নেওয়া হচ্ছে। [415, 95, 594, 173]
news-column-3 [415, 94, 594, 1821]
continued-from-page-one-label: প্রথম পৃষ্ঠার পর [859, 1242, 916, 1253]
article-body: বিশেষজ্ঞরা মনে করেন, দীর্ঘমেয়াদি পরিকল্পনা ছাড়া এ সমস্যার স্থায়ী সমাধান সম্ভব নয়। নীতিনির্ধারকদের এখনই কার্যকর পদক্ষেপ নেওয়া জরুরি বলে মত দিয়েছেন তারা। প্রধান অতিথির বক্তব্যে তিনি আরও বলেন, তরুণ প্রজন্মকে দক্ষ জনশক্তিতে রূপান্তর করতে শিক্ষা ও প্রশিক্ষণের ওপর সর্বোচ্চ গুরুত্ব দেওয়া হচ্ছে। প্রযুক্তিনির্ভর কর্মসংস্থান সৃষ্টিতে সরকার নানা উদ্যোগ বাস্তবায়ন করছে। অনুষ্ঠানে বক্তারা বলেন, জনগণের আস্থা অর্জনে স্বচ্ছতা ও জবাবদিহিতার বিকল্প নেই। এ লক্ষ্যে সংশ্লিষ্ট মন্ত্রণালয় ও দপ্তরগুলোকে সমন্বিতভাবে কাজ করার আহ্বান জানানো হয়। সংশ্লিষ্ট সূত্রে জানা গেছে, ইতোমধ্যে এ বিষয়ে একটি তদন্ত কমিটি গঠন করা হয়েছে। কমিটিকে আগামী সাত কার্যদিবসের মধ্যে প্রতিবেদন দাখিলের নির্দেশ দেওয়া হয়েছে। সভায় আরও উপস্থিত ছিলেন মন্ত্রণালয়ের ঊর্ধ্বতন কর্মকর্তা, স্থানীয় জনপ্রতিনিধি ও বিভিন্ন সংগঠনের নেতৃবৃন্দ। সভা শেষে ধন্যবাদ জ্ঞাপন করেন আয়োজক কমিটির সদস্যসচিব। এর আগে সকালে জাতীয় পতাকা উত্তোলনের মধ্য দিয়ে অনুষ্ঠানের আনুষ্ঠানিক সূচনা হয়। পরে আলোচনা সভা, পুরস্কার বিতরণী ও সাংস্কৃতিক অনুষ্ঠান অনুষ্ঠিত হয়। তিনি বলেন, দেশের সার্বিক পরিস্থিতি বিবেচনায় নিয়ে সংশ্লিষ্ট সব পক্ষকে দায়িত্বশীল ভূমিকা পালন করতে হবে। উল্লেখ্য, গত কয়েক দিন ধরে বিষয়টি নিয়ে বিভিন্ন মহলে আলোচনা চলছে। [223, 467, 402, 851]
article-headline: হামলার বর্ণনা দিয়ে নিরাপত্তা চাইলেন [32, 669, 153, 711]
article-headline: জেলেদের চাল বিতরণে অনিয়ম, ৮০ [415, 185, 566, 226]
article-headline: জ্বালানিসংকট সমাধানে [223, 863, 372, 883]
article-headline: প্রাথমিক বিদ্যালয়গুলোর সমস্যা [798, 597, 957, 638]
section-title: খবরের শেষাংশ [309, 33, 494, 68]
